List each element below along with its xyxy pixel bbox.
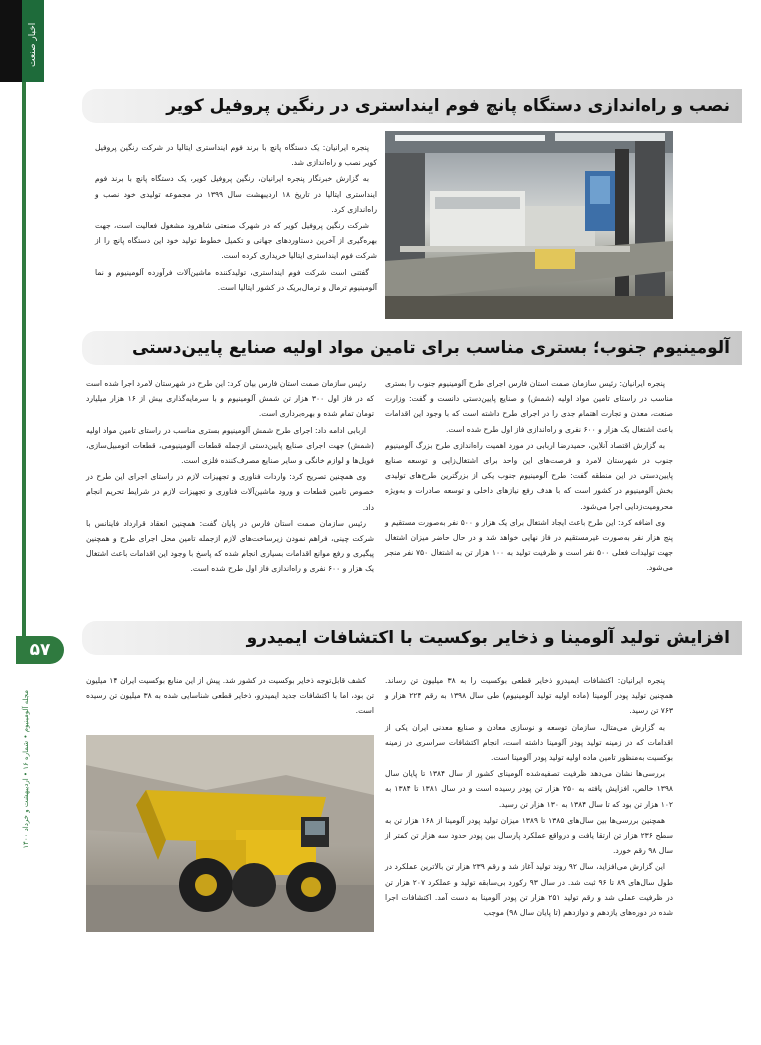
- article1-body: [95, 140, 377, 296]
- sidebar-black-strip: [0, 0, 22, 82]
- article1-title: نصب و راه‌اندازی دستگاه پانچ فوم اینداستری در رنگین پروفیل کویر: [166, 96, 730, 116]
- article2-paragraph: به گزارش اقتصاد آنلاین، حمیدرضا اربابی در مورد اهمیت راه‌اندازی طرح بزرگ آلومینیوم جنوب در شهرستان لامرد و فرصت‌های این واحد برای اشتغال‌زایی و توسعه صنایع پایین‌دستی در این منطقه گفت: طرح آلومینیوم جنوب یکی از بزرگترین طرح‌های تولیدی بخش آلومینیوم در کشور است که با هدف رفع نیازهای داخلی و توسعه صادرات و به‌ویژه محرومیت‌زدایی اجرا می‌شود.: [385, 440, 673, 511]
- article2-title-bar: [82, 331, 742, 365]
- article3-right-column: [385, 673, 673, 921]
- article2-paragraph: رئیس سازمان صمت استان فارس در پایان گفت: همچنین انعقاد قرارداد فاینانس با شرکت چینی، فراهم نمودن زیرساخت‌های لازم ازجمله تامین محل اجرای طرح و همچنین پیگیری و رفع موانع اقدامات بسیاری انجام شده که پاسخ با وجود این اقدامات باعث اشتغال یک هزار و ۶۰۰ نفری و راه‌اندازی فاز اول طرح شده است.: [86, 518, 374, 574]
- section-label: اخبار صنعت آلومینیوم: [28, 22, 60, 68]
- article2-right-column: [385, 376, 673, 577]
- article2-paragraph: اربابی ادامه داد: اجرای طرح شمش آلومینیوم بستری مناسب در راستای تامین مواد اولیه (شمش) جهت اجرای صنایع پایین‌دستی ازجمله قطعات آلومینیومی، قطعات اتومبیل‌سازی، فویل‌ها و لوازم خانگی و سایر صنایع مصرف‌کننده فلزی است.: [86, 425, 374, 466]
- article3-paragraph: همچنین بررسی‌ها بین سال‌های ۱۳۸۵ تا ۱۳۸۹ میزان تولید پودر آلومینا از ۱۶۸ هزار تن به سطح ۲۳۶ هزار تن ارتقا یافت و درواقع عملکرد پارسال بین پودر حدود سه هزار تن کمتر از سال ۹۸ رقم خورد.: [385, 815, 673, 856]
- article2-title: آلومینیوم جنوب؛ بستری مناسب برای تامین مواد اولیه صنایع پایین‌دستی: [131, 338, 730, 358]
- page-number: ۵۷: [16, 636, 64, 664]
- article2-left-column: [86, 376, 374, 578]
- article3-left-column: [86, 673, 374, 720]
- article1-paragraph: گفتنی است شرکت فوم اینداستری، تولیدکننده ماشین‌آلات فرآورده آلومینیوم و نما آلومینیوم ترمال و ترمال‌بریک در کشور ایتالیا است.: [95, 267, 377, 292]
- article3-paragraph: کشف قابل‌توجه ذخایر بوکسیت در کشور شد. پیش از این منابع بوکسیت ایران ۱۴ میلیون تن بود، اما با اکتشافات جدید ایمیدرو، ذخایر قطعی شناسایی شده به ۳۸ میلیون تن رسیده است.: [86, 676, 374, 716]
- article1-paragraph: شرکت رنگین پروفیل کویر که در شهرک صنعتی شاهرود مشغول فعالیت است، جهت بهره‌گیری از آخرین دستاوردهای جهانی و تکمیل خطوط تولید خود این دستگاه پانچ را از شرکت فوم اینداستری ایتالیا خریداری کرده است.: [95, 221, 377, 261]
- article1-title-bar: [82, 89, 742, 123]
- article3-paragraph: بررسی‌ها نشان می‌دهد ظرفیت تصفیه‌شده آلومینای کشور از سال ۱۳۸۴ تا پایان سال ۱۳۹۸ خالص، افزایش یافته به ۲۵۰ هزار تن پودر رسیده است و در سال ۱۳۸۱ تا ۱۳۸۴ به ۱۰۲ هزار تن بود که تا سال ۱۳۸۴ به ۱۳۰ هزار تن رسید.: [385, 769, 673, 809]
- article3-title-bar: [82, 621, 742, 655]
- article3-paragraph: به گزارش می‌متال، سازمان توسعه و نوسازی معادن و صنایع معدنی ایران یکی از اقدامات که در زمینه تولید پودر آلومینا داشته است، انجام اکتشافات سراسری در زمینه بوکسیت به‌منظور تامین ماده اولیه تولید پودر آلومینا است.: [385, 722, 673, 763]
- sidebar-rule: [22, 82, 26, 652]
- factory-photo: [385, 131, 673, 319]
- article3-paragraph: پنجره ایرانیان: اکتشافات ایمیدرو ذخایر قطعی بوکسیت را به ۳۸ میلیون تن رساند. همچنین تولید پودر آلومینا (ماده اولیه تولید آلومینیوم) طی سال ۱۳۹۸ به رقم ۲۲۴ هزار و ۷۶۳ تن رسید.: [385, 676, 673, 716]
- sidebar-section-tab: [22, 0, 60, 82]
- article1-paragraph: پنجره ایرانیان: یک دستگاه پانچ با برند فوم اینداستری ایتالیا در شرکت رنگین پروفیل کویر نصب و راه‌اندازی شد.: [95, 143, 377, 168]
- journal-line: مجله آلومینیوم • شماره ۱۶ • اردیبهشت و خرداد ۱۴۰۰: [22, 690, 30, 849]
- article2-paragraph: پنجره ایرانیان: رئیس سازمان صمت استان فارس اجرای طرح آلومینیوم جنوب را بستری مناسب در راستای تامین مواد اولیه (شمش) و صنایع پایین‌دستی دانست و گفت: وزارت صنعت، معدن و تجارت اهتمام جدی را در اجرای طرح داشته است که با وجود این اقدامات باعث اشتغال یک هزار و ۶۰۰ نفری و راه‌اندازی فاز اول طرح شده است.: [385, 379, 673, 434]
- article3-title: افزایش تولید آلومینا و ذخایر بوکسیت با اکتشافات ایمیدرو: [246, 628, 730, 648]
- article1-paragraph: به گزارش خبرنگار پنجره ایرانیان، رنگین پروفیل کویر، یک دستگاه پانچ با برند فوم اینداستری ایتالیا در تاریخ ۱۸ اردیبهشت سال ۱۳۹۹ در مجموعه تولیدی خود نصب و راه‌اندازی کرد.: [95, 174, 378, 214]
- article2-paragraph: وی اضافه کرد: این طرح باعث ایجاد اشتغال برای یک هزار و ۵۰۰ نفر به‌صورت مستقیم و پنج هزار نفر به‌صورت غیرمستقیم در فاز نهایی خواهد شد و در حال حاضر میزان اشتغال جهت تولیدات فعلی ۵۰۰ نفر است و ظرفیت تولید به ۱۰۰ هزار تن به اشتغال ۷۵۰ نفر منجر می‌شود.: [385, 517, 673, 573]
- mining-truck-photo: [86, 735, 374, 932]
- article2-paragraph: وی همچنین تصریح کرد: واردات فناوری و تجهیزات لازم در راستای اجرای این طرح در خصوص تامین قطعات و ورود ماشین‌آلات فناوری و تجهیزات لازم در شرایط تحریم انجام داد.: [86, 472, 374, 512]
- article3-paragraph: این گزارش می‌افزاید، سال ۹۲ روند تولید آغاز شد و رقم ۲۳۹ هزار تن بالاترین عملکرد در طول سال‌های ۸۹ تا ۹۶ ثبت شد. در سال ۹۳ رکورد بی‌سابقه تولید و عملکرد ۲۰۷ هزار تن در ظرفیت عملی شد و رقم تولید ۲۵۱ هزار تن پودر آلومینا به دست آمد. اکتشافات اجرا شده در دوره‌های یازدهم و دوازدهم (تا پایان سال ۹۸) موجب: [385, 862, 674, 918]
- article2-paragraph: رئیس سازمان صمت استان فارس بیان کرد: این طرح در شهرستان لامرد اجرا شده است که در فاز اول ۳۰۰ هزار تن شمش آلومینیوم و با سرمایه‌گذاری بیش از ۱۶ هزار میلیارد تومان تمام شده و بهره‌برداری است.: [86, 379, 375, 419]
